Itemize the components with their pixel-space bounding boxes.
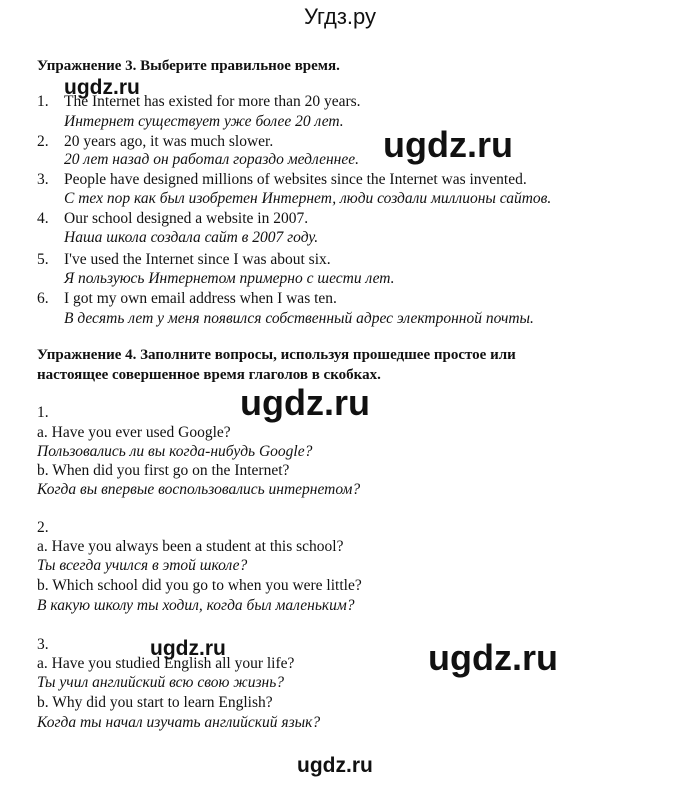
group-number: 1. bbox=[37, 404, 49, 421]
question-a: a. Have you studied English all your life? bbox=[37, 655, 295, 672]
russian-translation: Интернет существует уже более 20 лет. bbox=[64, 113, 344, 130]
watermark: ugdz.ru bbox=[428, 637, 558, 678]
item-number: 3. bbox=[37, 171, 49, 188]
question-a-translation: Ты учил английский всю свою жизнь? bbox=[37, 674, 285, 691]
russian-translation: Наша школа создала сайт в 2007 году. bbox=[64, 229, 319, 246]
english-sentence: The Internet has existed for more than 20 years. bbox=[64, 93, 361, 110]
watermark: ugdz.ru bbox=[64, 76, 140, 99]
group-number: 2. bbox=[37, 519, 49, 536]
item-number: 1. bbox=[37, 93, 49, 110]
russian-translation: Я пользуюсь Интернетом примерно с шести лет. bbox=[64, 270, 395, 287]
russian-translation: С тех пор как был изобретен Интернет, люди создали миллионы сайтов. bbox=[64, 190, 552, 207]
question-b: b. When did you first go on the Internet? bbox=[37, 462, 290, 479]
english-sentence: I got my own email address when I was ten. bbox=[64, 290, 337, 307]
watermark: ugdz.ru bbox=[150, 637, 226, 660]
exercise-4-heading: Упражнение 4. Заполните вопросы, используя прошедшее простое или bbox=[37, 347, 516, 363]
question-b-translation: Когда вы впервые воспользовались интернетом? bbox=[37, 481, 361, 498]
question-a-translation: Пользовались ли вы когда-нибудь Google? bbox=[37, 443, 313, 460]
group-number: 3. bbox=[37, 636, 49, 653]
question-b: b. Which school did you go to when you were little? bbox=[37, 577, 362, 594]
english-sentence: I've used the Internet since I was about six. bbox=[64, 251, 331, 268]
russian-translation: В десять лет у меня появился собственный адрес электронной почты. bbox=[64, 310, 534, 327]
english-sentence: People have designed millions of websites since the Internet was invented. bbox=[64, 171, 527, 188]
question-b-translation: В какую школу ты ходил, когда был маленьким? bbox=[37, 597, 355, 614]
watermark: ugdz.ru bbox=[240, 382, 370, 423]
item-number: 4. bbox=[37, 210, 49, 227]
english-sentence: Our school designed a website in 2007. bbox=[64, 210, 309, 227]
question-a: a. Have you ever used Google? bbox=[37, 424, 231, 441]
watermark: ugdz.ru bbox=[383, 124, 513, 165]
item-number: 6. bbox=[37, 290, 49, 307]
russian-translation: 20 лет назад он работал гораздо медленнее. bbox=[64, 151, 360, 168]
question-b: b. Why did you start to learn English? bbox=[37, 694, 273, 711]
exercise-4-heading-cont: настоящее совершенное время глаголов в скобках. bbox=[37, 367, 381, 383]
item-number: 5. bbox=[37, 251, 49, 268]
question-b-translation: Когда ты начал изучать английский язык? bbox=[37, 714, 321, 731]
question-a: a. Have you always been a student at this school? bbox=[37, 538, 344, 555]
site-title: Угдз.ру bbox=[303, 4, 377, 29]
question-a-translation: Ты всегда учился в этой школе? bbox=[37, 557, 248, 574]
item-number: 2. bbox=[37, 133, 49, 150]
exercise-3-heading: Упражнение 3. Выберите правильное время. bbox=[37, 58, 340, 74]
english-sentence: 20 years ago, it was much slower. bbox=[64, 133, 274, 150]
watermark: ugdz.ru bbox=[297, 754, 373, 777]
